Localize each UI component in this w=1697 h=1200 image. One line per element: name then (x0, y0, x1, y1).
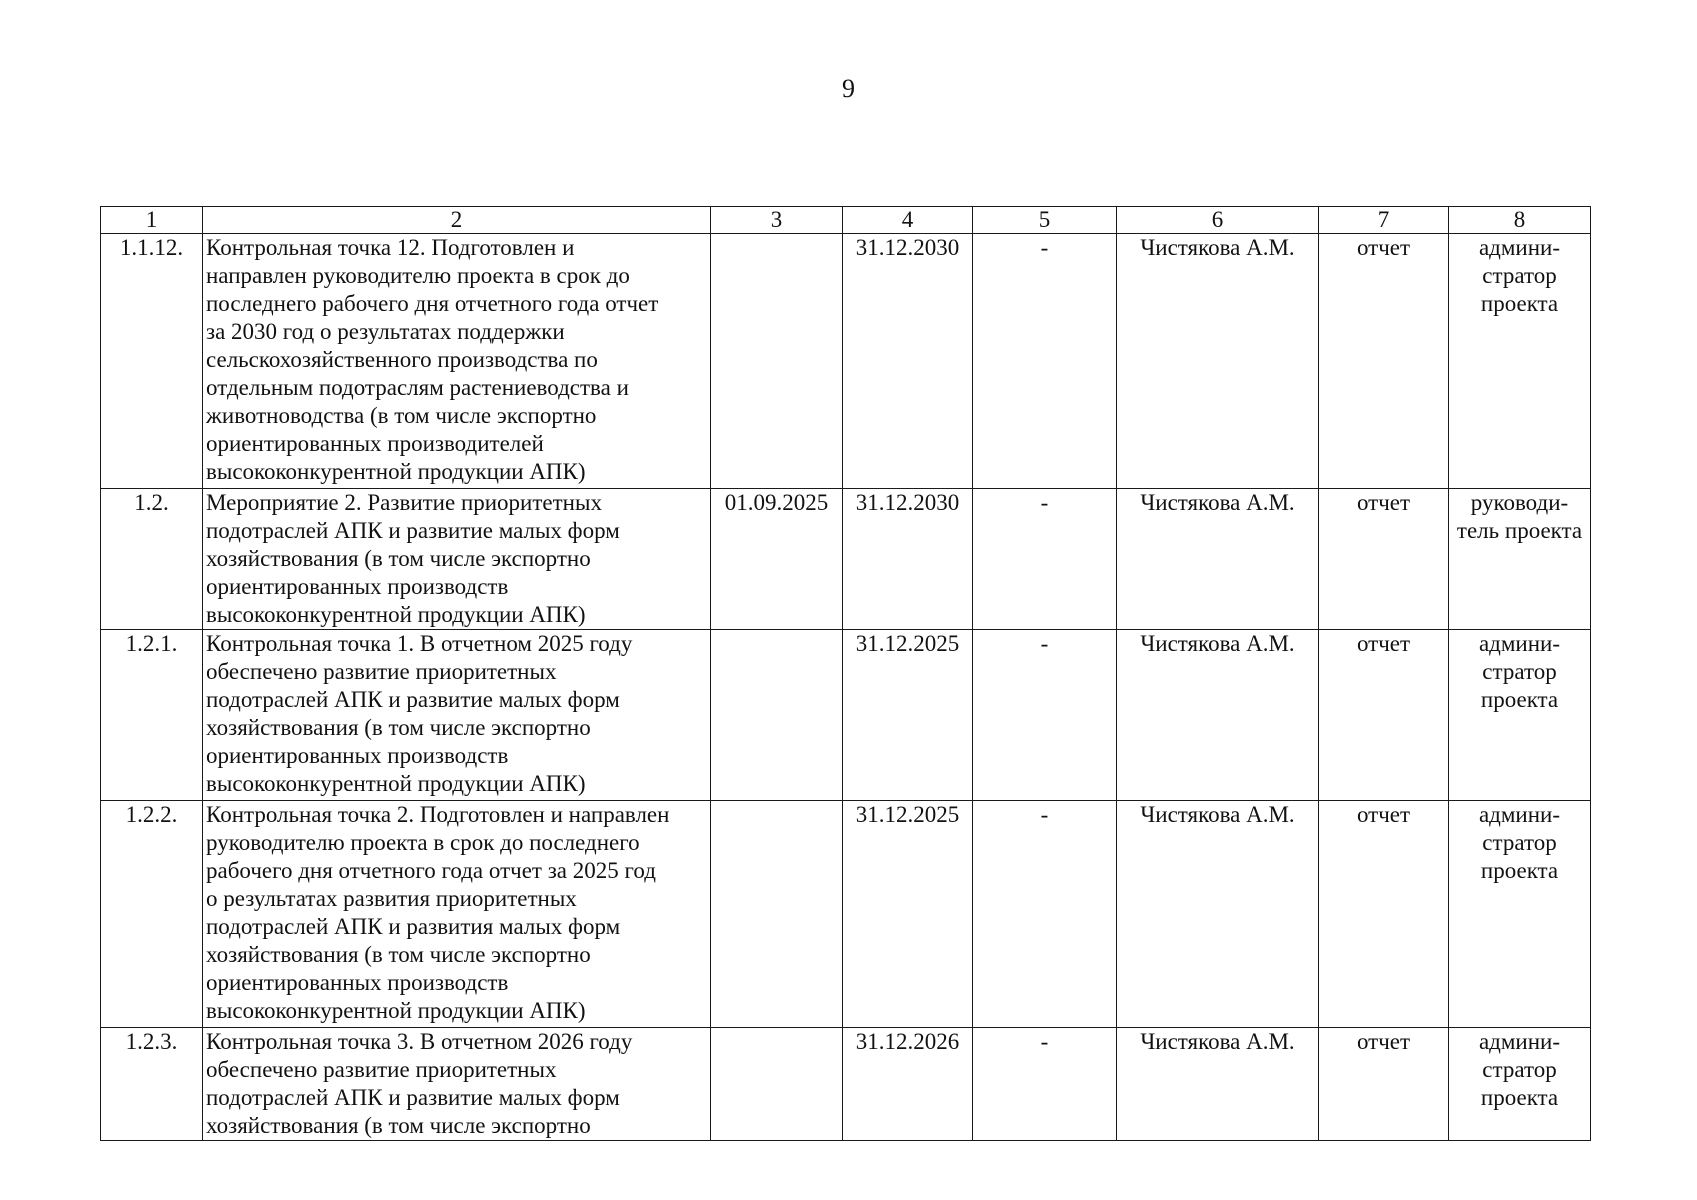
page-number: 9 (842, 74, 855, 103)
row-start-date (711, 1028, 843, 1141)
row-number: 1.2. (101, 489, 203, 630)
row-start-date (711, 630, 843, 801)
row-role: админи- стратор проекта (1449, 630, 1591, 801)
row-responsible: Чистякова А.М. (1117, 801, 1319, 1028)
row-role: админи- стратор проекта (1449, 1028, 1591, 1141)
table-row (101, 489, 1591, 630)
header-cell-3: 3 (711, 207, 843, 234)
table-row (101, 801, 1591, 1028)
header-row (101, 207, 1591, 234)
row-start-date (711, 234, 843, 489)
row-start-date: 01.09.2025 (711, 489, 843, 630)
row-column-5: - (973, 801, 1117, 1028)
row-document-type: отчет (1319, 234, 1449, 489)
header-cell-8: 8 (1449, 207, 1591, 234)
row-column-5: - (973, 489, 1117, 630)
table-body (101, 234, 1591, 1141)
table-row (101, 1028, 1591, 1141)
row-responsible: Чистякова А.М. (1117, 234, 1319, 489)
header-cell-5: 5 (973, 207, 1117, 234)
row-number: 1.2.2. (101, 801, 203, 1028)
row-description: Контрольная точка 1. В отчетном 2025 году обеспечено развитие приоритетных подотраслей АПК и развитие малых форм хозяйствования (в том числе экспортно ориентированных производств высококонкурентной продукции АПК) (203, 630, 711, 801)
row-end-date: 31.12.2030 (843, 234, 973, 489)
row-responsible: Чистякова А.М. (1117, 630, 1319, 801)
row-column-5: - (973, 1028, 1117, 1141)
header-cell-4: 4 (843, 207, 973, 234)
row-description: Контрольная точка 2. Подготовлен и направлен руководителю проекта в срок до последнего рабочего дня отчетного года отчет за 2025 год о результатах развития приоритетных подотраслей АПК и развития малых форм хозяйствования (в том числе экспортно ориентированных производств высококонкурентной продукции АПК) (203, 801, 711, 1028)
row-end-date: 31.12.2030 (843, 489, 973, 630)
row-responsible: Чистякова А.М. (1117, 489, 1319, 630)
header-cell-7: 7 (1319, 207, 1449, 234)
row-document-type: отчет (1319, 489, 1449, 630)
row-number: 1.2.1. (101, 630, 203, 801)
header-cell-6: 6 (1117, 207, 1319, 234)
row-responsible: Чистякова А.М. (1117, 1028, 1319, 1141)
row-end-date: 31.12.2026 (843, 1028, 973, 1141)
table-row (101, 234, 1591, 489)
row-column-5: - (973, 234, 1117, 489)
row-document-type: отчет (1319, 1028, 1449, 1141)
row-role: админи- стратор проекта (1449, 234, 1591, 489)
row-description: Контрольная точка 3. В отчетном 2026 году обеспечено развитие приоритетных подотраслей АПК и развитие малых форм хозяйствования (в том числе экспортно (203, 1028, 711, 1141)
table-header (101, 207, 1591, 234)
header-cell-1: 1 (101, 207, 203, 234)
row-end-date: 31.12.2025 (843, 801, 973, 1028)
row-start-date (711, 801, 843, 1028)
row-column-5: - (973, 630, 1117, 801)
row-end-date: 31.12.2025 (843, 630, 973, 801)
header-cell-2: 2 (203, 207, 711, 234)
table-row (101, 630, 1591, 801)
row-description: Контрольная точка 12. Подготовлен и направлен руководителю проекта в срок до последнего рабочего дня отчетного года отчет за 2030 год о результатах поддержки сельскохозяйственного производства по отдельным подотраслям растениеводства и животноводства (в том числе экспортно ориентированных производителей высококонкурентной продукции АПК) (203, 234, 711, 489)
row-role: админи- стратор проекта (1449, 801, 1591, 1028)
row-document-type: отчет (1319, 630, 1449, 801)
row-role: руководи- тель проекта (1449, 489, 1591, 630)
row-number: 1.1.12. (101, 234, 203, 489)
project-plan-table (100, 206, 1591, 1141)
row-description: Мероприятие 2. Развитие приоритетных подотраслей АПК и развитие малых форм хозяйствования (в том числе экспортно ориентированных производств высококонкурентной продукции АПК) (203, 489, 711, 630)
row-number: 1.2.3. (101, 1028, 203, 1141)
row-document-type: отчет (1319, 801, 1449, 1028)
